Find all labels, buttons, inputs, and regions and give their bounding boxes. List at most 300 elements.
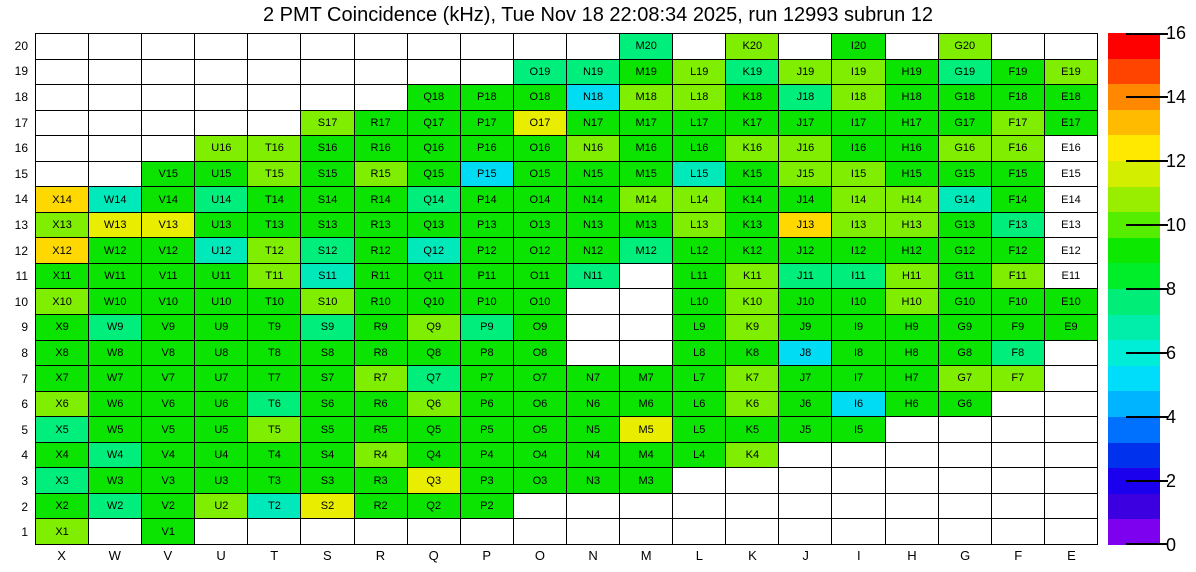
- heatmap-cell: [620, 289, 673, 315]
- heatmap-cell: I10: [832, 289, 885, 315]
- y-axis-tick-label: 14: [14, 192, 28, 207]
- heatmap-cell: W14: [89, 187, 142, 213]
- heatmap-cell: [195, 34, 248, 60]
- heatmap-cell: F18: [992, 85, 1045, 111]
- heatmap-cell: K19: [726, 60, 779, 86]
- heatmap-cell: H11: [886, 264, 939, 290]
- heatmap-cell: L5: [673, 417, 726, 443]
- heatmap-cell: M17: [620, 111, 673, 137]
- heatmap-cell: P5: [461, 417, 514, 443]
- heatmap-cell: I18: [832, 85, 885, 111]
- heatmap-cell: J15: [779, 162, 832, 188]
- heatmap-cell: T12: [248, 238, 301, 264]
- heatmap-cell: I6: [832, 392, 885, 418]
- heatmap-cell: [886, 494, 939, 520]
- heatmap-cell: L4: [673, 443, 726, 469]
- heatmap-cell: O8: [514, 341, 567, 367]
- heatmap-cell: X5: [36, 417, 89, 443]
- heatmap-cell: T8: [248, 341, 301, 367]
- heatmap-cell: V5: [142, 417, 195, 443]
- heatmap-cell: U5: [195, 417, 248, 443]
- heatmap-cell: V13: [142, 213, 195, 239]
- y-axis-tick-label: 5: [21, 422, 28, 437]
- heatmap-cell: P10: [461, 289, 514, 315]
- colorbar-band: [1108, 417, 1160, 443]
- heatmap-cell: O12: [514, 238, 567, 264]
- y-axis-tick-label: 11: [15, 269, 28, 284]
- heatmap-cell: [89, 85, 142, 111]
- heatmap-cell: W4: [89, 443, 142, 469]
- heatmap-cell: V4: [142, 443, 195, 469]
- heatmap-cell: [514, 519, 567, 545]
- heatmap-cell: [461, 34, 514, 60]
- x-axis-tick-label: G: [960, 548, 971, 563]
- heatmap-cell: F17: [992, 111, 1045, 137]
- heatmap-cell: [36, 85, 89, 111]
- heatmap-cell: W6: [89, 392, 142, 418]
- heatmap-cell: G8: [939, 341, 992, 367]
- y-axis-tick-label: 4: [21, 448, 28, 463]
- heatmap-cell: [673, 468, 726, 494]
- heatmap-cell: K8: [726, 341, 779, 367]
- heatmap-cell: T4: [248, 443, 301, 469]
- heatmap-cell: X14: [36, 187, 89, 213]
- heatmap-cell: [1045, 417, 1098, 443]
- heatmap-cell: Q5: [408, 417, 461, 443]
- y-axis-tick-label: 16: [14, 141, 28, 156]
- x-axis-tick-label: V: [163, 548, 173, 563]
- heatmap-cell: [1045, 392, 1098, 418]
- heatmap-cell: K15: [726, 162, 779, 188]
- colorbar-tick-label: 8: [1166, 279, 1177, 299]
- heatmap-cell: [301, 60, 354, 86]
- heatmap-cell: [939, 417, 992, 443]
- heatmap-cell: M6: [620, 392, 673, 418]
- heatmap-cell: Q18: [408, 85, 461, 111]
- colorbar-tick-label: 16: [1166, 23, 1187, 43]
- heatmap-cell: [939, 494, 992, 520]
- heatmap-cell: U4: [195, 443, 248, 469]
- heatmap-cell: P4: [461, 443, 514, 469]
- heatmap-cell: [142, 111, 195, 137]
- heatmap-cell: N3: [567, 468, 620, 494]
- heatmap-cell: U14: [195, 187, 248, 213]
- heatmap-cell: W2: [89, 494, 142, 520]
- heatmap-cell: F12: [992, 238, 1045, 264]
- heatmap-cell: S10: [301, 289, 354, 315]
- colorbar-band: [1108, 135, 1160, 161]
- heatmap-cell: G16: [939, 136, 992, 162]
- heatmap-cell: K20: [726, 34, 779, 60]
- heatmap-cell: S17: [301, 111, 354, 137]
- heatmap-cell: F10: [992, 289, 1045, 315]
- heatmap-cell: [673, 519, 726, 545]
- heatmap-cell: G6: [939, 392, 992, 418]
- heatmap-cell: V7: [142, 366, 195, 392]
- heatmap-cell: [195, 111, 248, 137]
- y-axis: [0, 33, 30, 545]
- heatmap-cell: [620, 264, 673, 290]
- x-axis-tick-label: L: [695, 548, 703, 563]
- heatmap-cell: [36, 60, 89, 86]
- heatmap-cell: U9: [195, 315, 248, 341]
- heatmap-cell: [939, 519, 992, 545]
- heatmap-cell: R6: [355, 392, 408, 418]
- heatmap-cell: O18: [514, 85, 567, 111]
- heatmap-cell: H8: [886, 341, 939, 367]
- heatmap-cell: [620, 341, 673, 367]
- heatmap-cell: [726, 494, 779, 520]
- heatmap-cell: V2: [142, 494, 195, 520]
- heatmap-cell: Q11: [408, 264, 461, 290]
- heatmap-cell: N18: [567, 85, 620, 111]
- heatmap-cell: X11: [36, 264, 89, 290]
- heatmap-cell: N13: [567, 213, 620, 239]
- heatmap-cell: J18: [779, 85, 832, 111]
- heatmap-cell: [514, 494, 567, 520]
- heatmap-cell: V9: [142, 315, 195, 341]
- colorbar-band: [1108, 391, 1160, 417]
- heatmap-cell: L6: [673, 392, 726, 418]
- heatmap-cell: [886, 443, 939, 469]
- heatmap-cell: [1045, 494, 1098, 520]
- heatmap-cell: K7: [726, 366, 779, 392]
- heatmap-cell: M20: [620, 34, 673, 60]
- heatmap-cell: O19: [514, 60, 567, 86]
- heatmap-cell: I13: [832, 213, 885, 239]
- heatmap-cell: P9: [461, 315, 514, 341]
- heatmap-cell: P15: [461, 162, 514, 188]
- colorbar-tick: [1126, 288, 1168, 290]
- y-axis-tick-label: 17: [14, 115, 28, 130]
- heatmap-cell: R17: [355, 111, 408, 137]
- heatmap-cell: M3: [620, 468, 673, 494]
- heatmap-cell: R9: [355, 315, 408, 341]
- heatmap-cell: R13: [355, 213, 408, 239]
- heatmap-cell: O13: [514, 213, 567, 239]
- colorbar-tick-label: 10: [1166, 215, 1187, 235]
- heatmap-cell: X10: [36, 289, 89, 315]
- heatmap-cell: F8: [992, 341, 1045, 367]
- heatmap-cell: J17: [779, 111, 832, 137]
- heatmap-cell: S6: [301, 392, 354, 418]
- heatmap-cell: M4: [620, 443, 673, 469]
- heatmap-cell: G7: [939, 366, 992, 392]
- heatmap-cell: K5: [726, 417, 779, 443]
- heatmap-cell: T10: [248, 289, 301, 315]
- heatmap-cell: [195, 519, 248, 545]
- heatmap-cell: G17: [939, 111, 992, 137]
- heatmap-cell: P12: [461, 238, 514, 264]
- heatmap-cell: I7: [832, 366, 885, 392]
- heatmap-cell: W10: [89, 289, 142, 315]
- heatmap-cell: H18: [886, 85, 939, 111]
- heatmap-cell: E14: [1045, 187, 1098, 213]
- heatmap-cell: U10: [195, 289, 248, 315]
- y-axis-tick-label: 1: [21, 525, 28, 540]
- colorbar-tick: [1126, 160, 1168, 162]
- heatmap-cell: J10: [779, 289, 832, 315]
- heatmap-cell: U11: [195, 264, 248, 290]
- heatmap-cell: [939, 468, 992, 494]
- x-axis-tick-label: P: [482, 548, 492, 563]
- heatmap-cell: P8: [461, 341, 514, 367]
- heatmap-cell: J6: [779, 392, 832, 418]
- heatmap-grid: [35, 33, 1098, 545]
- heatmap-cell: E19: [1045, 60, 1098, 86]
- heatmap-cell: U2: [195, 494, 248, 520]
- heatmap-cell: G12: [939, 238, 992, 264]
- heatmap-cell: T2: [248, 494, 301, 520]
- heatmap-cell: N12: [567, 238, 620, 264]
- heatmap-cell: [355, 60, 408, 86]
- heatmap-cell: [248, 34, 301, 60]
- colorbar-band: [1108, 519, 1160, 545]
- x-axis-tick-label: F: [1014, 548, 1023, 563]
- heatmap-cell: S12: [301, 238, 354, 264]
- heatmap-cell: O9: [514, 315, 567, 341]
- y-axis-tick-label: 15: [14, 166, 28, 181]
- heatmap-cell: W5: [89, 417, 142, 443]
- heatmap-cell: H6: [886, 392, 939, 418]
- heatmap-cell: N4: [567, 443, 620, 469]
- colorbar-tick: [1126, 224, 1168, 226]
- heatmap-cell: T5: [248, 417, 301, 443]
- heatmap-cell: [992, 519, 1045, 545]
- heatmap-cell: [89, 60, 142, 86]
- y-axis-tick-label: 12: [14, 243, 28, 258]
- heatmap-cell: Q9: [408, 315, 461, 341]
- heatmap-cell: I16: [832, 136, 885, 162]
- heatmap-cell: T7: [248, 366, 301, 392]
- heatmap-cell: P7: [461, 366, 514, 392]
- heatmap-cell: [301, 34, 354, 60]
- heatmap-cell: X8: [36, 341, 89, 367]
- heatmap-cell: [567, 494, 620, 520]
- heatmap-cell: J12: [779, 238, 832, 264]
- heatmap-cell: O4: [514, 443, 567, 469]
- heatmap-cell: T11: [248, 264, 301, 290]
- heatmap-cell: L8: [673, 341, 726, 367]
- heatmap-cell: [886, 468, 939, 494]
- heatmap-cell: P14: [461, 187, 514, 213]
- heatmap-cell: U7: [195, 366, 248, 392]
- heatmap-cell: [89, 519, 142, 545]
- heatmap-cell: J7: [779, 366, 832, 392]
- heatmap-cell: J19: [779, 60, 832, 86]
- heatmap-cell: X1: [36, 519, 89, 545]
- heatmap-cell: M7: [620, 366, 673, 392]
- heatmap-cell: P2: [461, 494, 514, 520]
- heatmap-cell: W13: [89, 213, 142, 239]
- heatmap-cell: L10: [673, 289, 726, 315]
- heatmap-cell: S3: [301, 468, 354, 494]
- heatmap-cell: T16: [248, 136, 301, 162]
- colorbar-tick: [1126, 480, 1168, 482]
- heatmap-cell: [832, 468, 885, 494]
- heatmap-cell: E12: [1045, 238, 1098, 264]
- heatmap-cell: [142, 136, 195, 162]
- heatmap-cell: J9: [779, 315, 832, 341]
- heatmap-cell: M18: [620, 85, 673, 111]
- heatmap-cell: M13: [620, 213, 673, 239]
- heatmap-cell: M5: [620, 417, 673, 443]
- heatmap-cell: [832, 443, 885, 469]
- colorbar-band: [1108, 187, 1160, 213]
- y-axis-tick-label: 19: [14, 64, 28, 79]
- heatmap-cell: I15: [832, 162, 885, 188]
- x-axis-tick-label: O: [534, 548, 545, 563]
- heatmap-cell: R2: [355, 494, 408, 520]
- heatmap-cell: [355, 519, 408, 545]
- heatmap-cell: K18: [726, 85, 779, 111]
- heatmap-cell: M14: [620, 187, 673, 213]
- heatmap-cell: S5: [301, 417, 354, 443]
- y-axis-tick-label: 13: [14, 218, 28, 232]
- heatmap-cell: I20: [832, 34, 885, 60]
- heatmap-cell: [779, 34, 832, 60]
- heatmap-cell: P17: [461, 111, 514, 137]
- heatmap-cell: W3: [89, 468, 142, 494]
- heatmap-cell: T15: [248, 162, 301, 188]
- heatmap-cell: Q2: [408, 494, 461, 520]
- heatmap-cell: [248, 111, 301, 137]
- heatmap-cell: [142, 85, 195, 111]
- heatmap-cell: R14: [355, 187, 408, 213]
- heatmap-cell: W7: [89, 366, 142, 392]
- heatmap-cell: H12: [886, 238, 939, 264]
- heatmap-cell: T9: [248, 315, 301, 341]
- colorbar-tick-label: 0: [1166, 535, 1177, 555]
- heatmap-cell: F15: [992, 162, 1045, 188]
- x-axis-tick-label: Q: [428, 548, 439, 563]
- heatmap-cell: [567, 519, 620, 545]
- heatmap-cell: [886, 417, 939, 443]
- x-axis-tick-label: S: [322, 548, 332, 563]
- colorbar-tick-label: 14: [1166, 87, 1187, 107]
- heatmap-cell: L7: [673, 366, 726, 392]
- heatmap-cell: T13: [248, 213, 301, 239]
- colorbar-tick: [1126, 352, 1168, 354]
- heatmap-cell: R12: [355, 238, 408, 264]
- heatmap-cell: H15: [886, 162, 939, 188]
- heatmap-cell: I17: [832, 111, 885, 137]
- heatmap-cell: [1045, 366, 1098, 392]
- heatmap-cell: V12: [142, 238, 195, 264]
- heatmap-cell: K12: [726, 238, 779, 264]
- heatmap-cell: [461, 519, 514, 545]
- heatmap-cell: J5: [779, 417, 832, 443]
- colorbar-band: [1108, 263, 1160, 289]
- heatmap-cell: H16: [886, 136, 939, 162]
- heatmap-cell: O14: [514, 187, 567, 213]
- heatmap-cell: U12: [195, 238, 248, 264]
- colorbar-tick-label: 2: [1166, 471, 1177, 491]
- heatmap-cell: G11: [939, 264, 992, 290]
- heatmap-cell: U8: [195, 341, 248, 367]
- x-axis-tick-label: W: [108, 548, 121, 563]
- heatmap-cell: [355, 34, 408, 60]
- heatmap-cell: O10: [514, 289, 567, 315]
- heatmap-cell: [248, 85, 301, 111]
- heatmap-cell: [779, 519, 832, 545]
- heatmap-cell: Q8: [408, 341, 461, 367]
- heatmap-cell: G10: [939, 289, 992, 315]
- heatmap-cell: M15: [620, 162, 673, 188]
- heatmap-cell: P16: [461, 136, 514, 162]
- heatmap-cell: [514, 34, 567, 60]
- heatmap-cell: R15: [355, 162, 408, 188]
- heatmap-cell: [1045, 443, 1098, 469]
- heatmap-cell: Q17: [408, 111, 461, 137]
- heatmap-cell: [992, 468, 1045, 494]
- heatmap-cell: Q10: [408, 289, 461, 315]
- heatmap-cell: F7: [992, 366, 1045, 392]
- heatmap-cell: L18: [673, 85, 726, 111]
- heatmap-cell: K13: [726, 213, 779, 239]
- heatmap-cell: U15: [195, 162, 248, 188]
- heatmap-cell: O6: [514, 392, 567, 418]
- heatmap-cell: F11: [992, 264, 1045, 290]
- heatmap-cell: O17: [514, 111, 567, 137]
- heatmap-cell: S8: [301, 341, 354, 367]
- heatmap-cell: X2: [36, 494, 89, 520]
- heatmap-cell: O11: [514, 264, 567, 290]
- heatmap-cell: E15: [1045, 162, 1098, 188]
- heatmap-cell: H7: [886, 366, 939, 392]
- heatmap-cell: J8: [779, 341, 832, 367]
- heatmap-cell: I11: [832, 264, 885, 290]
- heatmap-cell: V3: [142, 468, 195, 494]
- heatmap-cell: R8: [355, 341, 408, 367]
- y-axis-tick-label: 7: [21, 371, 28, 386]
- heatmap-cell: G9: [939, 315, 992, 341]
- colorbar-tick: [1126, 96, 1168, 98]
- colorbar-band: [1108, 33, 1160, 59]
- heatmap-cell: H17: [886, 111, 939, 137]
- heatmap-cell: [301, 85, 354, 111]
- heatmap-cell: I8: [832, 341, 885, 367]
- heatmap-cell: [992, 494, 1045, 520]
- heatmap-cell: [36, 136, 89, 162]
- x-axis-tick-label: E: [1067, 548, 1076, 563]
- heatmap-cell: [195, 60, 248, 86]
- heatmap-cell: P18: [461, 85, 514, 111]
- colorbar-tick: [1126, 33, 1168, 35]
- heatmap-cell: Q12: [408, 238, 461, 264]
- heatmap-cell: [1045, 468, 1098, 494]
- heatmap-cell: [992, 34, 1045, 60]
- heatmap-cell: [89, 162, 142, 188]
- heatmap-cell: M12: [620, 238, 673, 264]
- heatmap-cell: G20: [939, 34, 992, 60]
- heatmap-cell: W8: [89, 341, 142, 367]
- colorbar-band: [1108, 289, 1160, 315]
- heatmap-cell: K6: [726, 392, 779, 418]
- heatmap-cell: [620, 315, 673, 341]
- heatmap-cell: H14: [886, 187, 939, 213]
- heatmap-cell: N19: [567, 60, 620, 86]
- heatmap-cell: V11: [142, 264, 195, 290]
- heatmap-cell: S14: [301, 187, 354, 213]
- heatmap-cell: G15: [939, 162, 992, 188]
- heatmap-cell: [408, 519, 461, 545]
- heatmap-cell: [36, 162, 89, 188]
- heatmap-cell: J14: [779, 187, 832, 213]
- colorbar-band: [1108, 315, 1160, 341]
- heatmap-cell: [992, 392, 1045, 418]
- heatmap-cell: S4: [301, 443, 354, 469]
